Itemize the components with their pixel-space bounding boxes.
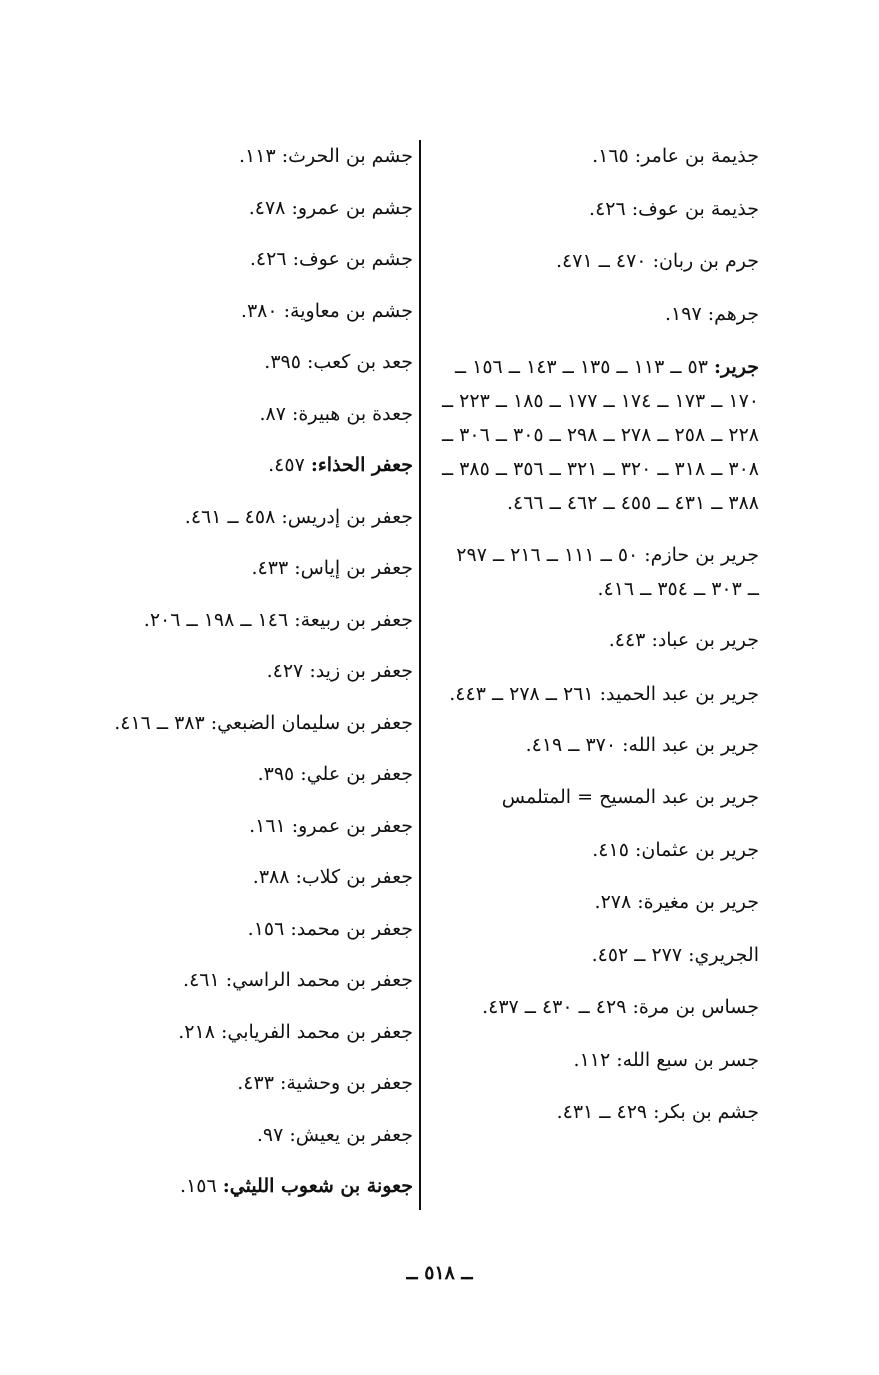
index-entry: جرير: ٥٣ ــ ١١٣ ــ ١٣٥ ــ ١٤٣ ــ ١٥٦ ــ ١٧٠ ــ ١٧٣ ــ ١٧٤ ــ ١٧٧ ــ ١٨٥ ــ ٢٢٣ ــ ٢٢٨ ــ ٢٥٨ ــ ٢٧٨ ــ ٢٩٨ ــ ٣٠٥ ــ ٣٠٦ ــ ٣٠٨ ــ ٣١٨ ــ ٣٢٠ ــ ٣٢١ ــ ٣٥٦ ــ ٣٨٥ ــ ٣٨٨ ــ ٤٣١ ــ ٤٥٥ ــ ٤٦٢ ــ ٤٦٦. [441, 356, 759, 514]
index-entry: جرهم: ١٩٧. [664, 302, 759, 325]
index-entry: جعفر بن وحشية: ٤٣٣. [237, 1072, 413, 1094]
column-divider [419, 140, 421, 1210]
page-number: ــ ٥١٨ ــ [406, 1262, 473, 1284]
index-entry: جعفر بن يعيش: ٩٧. [256, 1123, 413, 1146]
index-entry: جرير بن عباد: ٤٤٣. [608, 629, 759, 651]
index-entry: جعفر بن محمد الفريابي: ٢١٨. [178, 1020, 413, 1043]
index-entry: جرير بن عبد المسيح = المتلمس [501, 786, 759, 808]
index-entry: جعفر بن زيد: ٤٢٧. [266, 660, 413, 682]
index-entry: جعفر بن عمرو: ١٦١. [249, 814, 413, 837]
index-entry: جشم بن عمرو: ٤٧٨. [248, 196, 413, 219]
index-entry: جعفر بن محمد: ١٥٦. [247, 917, 413, 940]
index-entry: جعد بن كعب: ٣٩٥. [264, 351, 413, 373]
index-entry: جذيمة بن عامر: ١٦٥. [592, 145, 759, 167]
index-entry: جعفر بن محمد الراسي: ٤٦١. [183, 969, 413, 991]
index-entry: جرير بن عثمان: ٤١٥. [592, 838, 759, 861]
index-entry: جعفر بن علي: ٣٩٥. [257, 763, 413, 785]
index-entry: جعدة بن هبيرة: ٨٧. [259, 402, 413, 425]
index-entry: جرير بن حازم: ٥٠ ــ ١١١ ــ ٢١٦ ــ ٢٩٧ ــ ٣٠٣ ــ ٣٥٤ ــ ٤١٦. [456, 544, 759, 600]
index-entry: جساس بن مرة: ٤٢٩ ــ ٤٣٠ ــ ٤٣٧. [482, 996, 759, 1018]
index-entry: جرم بن ربان: ٤٧٠ ــ ٤٧١. [556, 250, 759, 272]
index-entry: جشم بن بكر: ٤٢٩ ــ ٤٣١. [556, 1101, 759, 1123]
index-entry: جرير بن عبد الله: ٣٧٠ ــ ٤١٩. [525, 733, 759, 756]
index-entry: جشم بن معاوية: ٣٨٠. [240, 299, 413, 322]
index-entry: جرير بن عبد الحميد: ٢٦١ ــ ٢٧٨ ــ ٤٤٣. [449, 682, 759, 705]
index-entry: جرير بن مغيرة: ٢٧٨. [594, 891, 759, 913]
index-entry: جعفر بن إدريس: ٤٥٨ ــ ٤٦١. [184, 505, 413, 528]
index-entry: الجريري: ٢٧٧ ــ ٤٥٢. [591, 943, 759, 966]
index-entry: جعفر بن إياس: ٤٣٣. [251, 557, 413, 579]
index-entry: جعفر الحذاء: ٤٥٧. [268, 454, 413, 476]
index-column-right [441, 140, 759, 1149]
index-entry: جعفر بن ربيعة: ١٤٦ ــ ١٩٨ ــ ٢٠٦. [143, 608, 413, 631]
index-entry: جذيمة بن عوف: ٤٢٦. [589, 197, 759, 220]
index-entry: جشم بن الحرث: ١١٣. [239, 145, 413, 167]
index-column-left [53, 140, 413, 1222]
index-entry: جشم بن عوف: ٤٢٦. [249, 248, 413, 270]
index-entry: جعفر بن كلاب: ٣٨٨. [252, 866, 413, 888]
index-entry: جعفر بن سليمان الضبعي: ٣٨٣ ــ ٤١٦. [114, 711, 413, 734]
index-entry: جسر بن سبع الله: ١١٢. [573, 1048, 759, 1071]
index-entry: جعونة بن شعوب الليثي: ١٥٦. [180, 1175, 413, 1197]
